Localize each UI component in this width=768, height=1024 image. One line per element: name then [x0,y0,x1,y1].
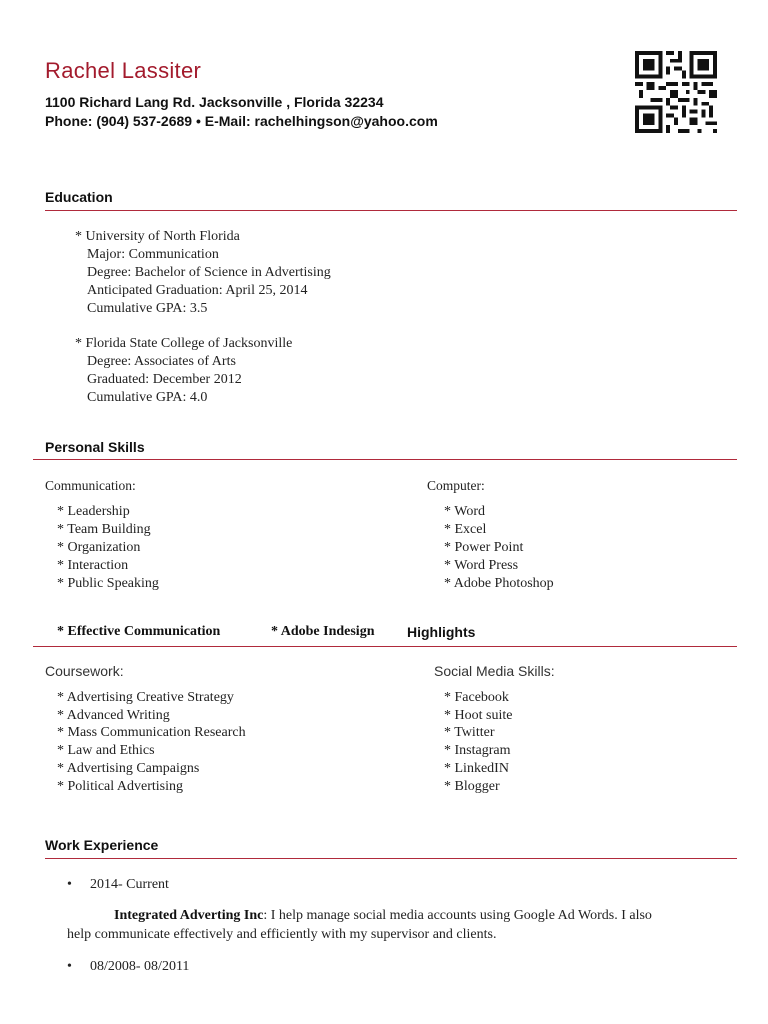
effective-communication-skill: * Effective Communication [57,624,221,639]
computer-label: Computer: [427,478,485,493]
skills-rule [33,459,737,460]
computer-skill: * Word [444,504,486,519]
social-media-item: * Hoot suite [444,708,513,723]
job-1-company: Integrated Adverting Inc [114,908,264,923]
school-2: * Florida State College of Jacksonville [75,336,293,351]
education-heading: Education [45,189,113,205]
school-1-detail: Cumulative GPA: 3.5 [87,301,208,316]
communication-skill: * Organization [57,540,141,555]
phone-email-line: Phone: (904) 537-2689 • E-Mail: rachelhingson@yahoo.com [45,113,438,129]
education-rule [45,210,737,211]
job-1-description-cont: help communicate effectively and efficiently with my supervisor and clients. [67,927,497,942]
job-2-period: 08/2008- 08/2011 [90,959,190,974]
communication-skill: * Leadership [57,504,130,519]
school-1: * University of North Florida [75,229,240,244]
communication-skill: * Team Building [57,522,151,537]
job-1-description [114,906,652,925]
social-media-item: * LinkedIN [444,761,509,776]
social-media-item: * Blogger [444,779,500,794]
computer-skill: * Word Press [444,558,519,573]
school-2-detail: Degree: Associates of Arts [87,354,236,369]
coursework-item: * Advanced Writing [57,708,170,723]
coursework-item: * Law and Ethics [57,743,155,758]
address-line: 1100 Richard Lang Rd. Jacksonville , Florida 32234 [45,94,384,110]
school-2-detail: Graduated: December 2012 [87,372,242,387]
applicant-name: Rachel Lassiter [45,58,202,83]
school-1-detail: Anticipated Graduation: April 25, 2014 [87,283,308,298]
social-media-label: Social Media Skills: [434,663,555,679]
coursework-item: * Mass Communication Research [57,725,246,740]
computer-skill: * Excel [444,522,487,537]
social-media-item: * Facebook [444,690,509,705]
social-media-item: * Twitter [444,725,495,740]
job-1-bullet: • [67,877,72,892]
qr-code-icon [635,50,717,134]
computer-skill: * Adobe Photoshop [444,576,554,591]
social-media-item: * Instagram [444,743,511,758]
communication-skill: * Public Speaking [57,576,159,591]
school-1-detail: Major: Communication [87,247,219,262]
communication-label: Communication: [45,478,136,493]
communication-skill: * Interaction [57,558,129,573]
job-1-period: 2014- Current [90,877,169,892]
coursework-item: * Advertising Campaigns [57,761,200,776]
coursework-item: * Advertising Creative Strategy [57,690,234,705]
skills-heading: Personal Skills [45,439,145,455]
highlights-heading: Highlights [407,624,476,640]
school-2-detail: Cumulative GPA: 4.0 [87,390,208,405]
adobe-indesign-skill: * Adobe Indesign [271,624,375,639]
job-2-bullet: • [67,959,72,974]
work-heading: Work Experience [45,837,159,853]
school-1-detail: Degree: Bachelor of Science in Advertising [87,265,331,280]
highlights-rule [33,646,737,647]
job-1-description-text: : I help manage social media accounts using Google Ad Words. I also [263,908,652,923]
computer-skill: * Power Point [444,540,524,555]
work-rule [45,858,737,859]
coursework-label: Coursework: [45,663,124,679]
coursework-item: * Political Advertising [57,779,183,794]
